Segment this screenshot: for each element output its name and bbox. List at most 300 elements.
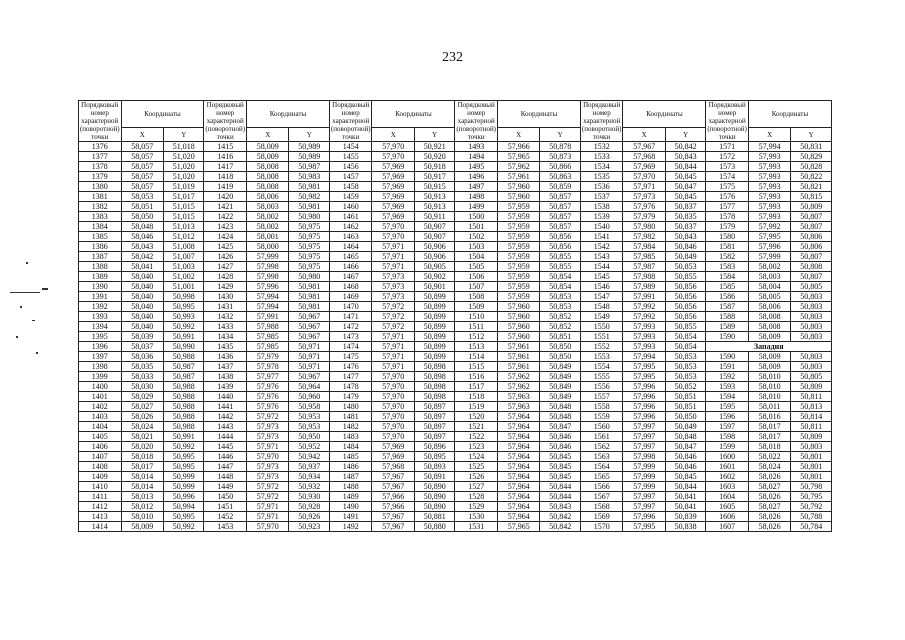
y-coordinate: 50,846 [665,462,705,472]
y-coordinate: 50,795 [791,492,832,502]
point-number: 1544 [580,262,623,272]
table-row [79,282,832,292]
table-row [79,352,832,362]
y-coordinate: 50,857 [540,202,580,212]
point-number: 1577 [706,202,749,212]
table-row [79,462,832,472]
y-coordinate: 50,844 [665,482,705,492]
table-row [79,172,832,182]
y-coordinate: 50,853 [540,292,580,302]
point-number: 1495 [455,162,498,172]
x-coordinate: 58,003 [748,272,791,282]
point-number: 1411 [79,492,122,502]
point-number: 1497 [455,182,498,192]
y-coordinate: 50,987 [164,362,204,372]
y-coordinate: 50,813 [791,402,832,412]
x-coordinate: 57,997 [623,502,666,512]
point-number: 1509 [455,302,498,312]
y-coordinate: 50,980 [289,212,329,222]
point-number: 1508 [455,292,498,302]
point-number: 1506 [455,272,498,282]
point-number: 1516 [455,372,498,382]
y-coordinate: 50,967 [289,312,329,322]
y-coordinate: 50,798 [791,482,832,492]
point-number: 1475 [329,352,372,362]
x-coordinate: 58,003 [246,202,289,212]
x-coordinate: 57,997 [623,422,666,432]
x-coordinate: 58,053 [121,192,164,202]
x-coordinate: 57,979 [623,212,666,222]
point-number: 1591 [706,362,749,372]
x-coordinate: 57,996 [623,412,666,422]
table-row [79,362,832,372]
y-coordinate: 50,855 [665,322,705,332]
point-number: 1598 [706,432,749,442]
y-coordinate: 50,847 [665,442,705,452]
y-coordinate: 50,809 [791,432,832,442]
table-row [79,192,832,202]
point-number: 1590 [706,332,749,342]
x-coordinate: 57,993 [748,162,791,172]
x-coordinate: 58,010 [748,392,791,402]
point-number: 1434 [204,332,247,342]
y-coordinate: 50,854 [665,342,705,352]
y-coordinate: 50,849 [665,252,705,262]
y-coordinate: 50,975 [289,262,329,272]
y-coordinate: 50,899 [414,312,454,322]
x-coordinate: 57,970 [246,522,289,532]
x-coordinate: 57,976 [246,402,289,412]
x-coordinate: 57,968 [623,152,666,162]
y-coordinate: 50,902 [414,272,454,282]
y-coordinate: 50,845 [665,472,705,482]
x-coordinate: 57,988 [623,272,666,282]
y-coordinate: 50,801 [791,452,832,462]
point-number: 1465 [329,252,372,262]
point-number: 1432 [204,312,247,322]
point-number: 1431 [204,302,247,312]
point-number: 1604 [706,492,749,502]
y-coordinate: 50,845 [540,462,580,472]
y-coordinate: 50,803 [791,352,832,362]
x-coordinate: 57,996 [623,382,666,392]
point-number: 1527 [455,482,498,492]
y-coordinate: 50,843 [540,502,580,512]
table-row [79,152,832,162]
y-header: Y [414,128,454,142]
point-number: 1501 [455,222,498,232]
x-coordinate: 57,998 [246,272,289,282]
x-coordinate: 57,976 [246,392,289,402]
x-coordinate: 57,964 [497,492,540,502]
point-number: 1600 [706,452,749,462]
y-coordinate: 50,806 [791,242,832,252]
y-coordinate: 50,848 [540,412,580,422]
y-coordinate: 50,988 [164,412,204,422]
y-coordinate: 50,842 [540,512,580,522]
y-coordinate: 51,001 [164,282,204,292]
point-number: 1382 [79,202,122,212]
x-coordinate: 57,996 [748,242,791,252]
y-coordinate: 50,839 [665,512,705,522]
x-coordinate: 58,040 [121,282,164,292]
x-coordinate: 58,037 [121,342,164,352]
x-coordinate: 57,985 [246,342,289,352]
point-number: 1573 [706,162,749,172]
table-row [79,182,832,192]
x-coordinate: 58,024 [748,462,791,472]
y-coordinate: 50,849 [540,372,580,382]
point-number: 1503 [455,242,498,252]
y-coordinate: 50,942 [289,452,329,462]
point-number: 1424 [204,232,247,242]
y-coordinate: 50,899 [414,322,454,332]
y-coordinate: 50,992 [164,522,204,532]
point-number: 1606 [706,512,749,522]
point-number: 1607 [706,522,749,532]
point-number: 1385 [79,232,122,242]
x-coordinate: 57,999 [623,482,666,492]
x-coordinate: 57,984 [623,242,666,252]
y-coordinate: 50,905 [414,262,454,272]
point-number: 1460 [329,202,372,212]
x-coordinate: 57,996 [623,512,666,522]
point-number: 1452 [204,512,247,522]
point-number: 1545 [580,272,623,282]
x-coordinate: 57,959 [497,232,540,242]
x-coordinate: 58,010 [121,512,164,522]
point-number: 1502 [455,232,498,242]
x-coordinate: 57,960 [497,192,540,202]
x-coordinate: 57,995 [623,522,666,532]
point-number: 1574 [706,172,749,182]
y-coordinate: 50,899 [414,292,454,302]
y-coordinate: 50,837 [665,222,705,232]
y-coordinate: 50,890 [414,492,454,502]
y-coordinate: 51,007 [164,252,204,262]
x-coordinate: 57,971 [372,342,415,352]
x-coordinate: 58,043 [121,242,164,252]
table-row [79,472,832,482]
y-coordinate: 50,863 [540,172,580,182]
point-number: 1458 [329,182,372,192]
point-number: 1484 [329,442,372,452]
y-coordinate: 50,907 [414,232,454,242]
y-coordinate: 50,844 [665,162,705,172]
x-coordinate: 58,017 [121,462,164,472]
point-number: 1414 [79,522,122,532]
x-coordinate: 57,971 [246,442,289,452]
x-coordinate: 57,966 [372,502,415,512]
x-coordinate: 57,994 [246,302,289,312]
y-coordinate: 50,982 [289,192,329,202]
x-coordinate: 57,964 [497,512,540,522]
y-coordinate: 50,896 [414,442,454,452]
x-coordinate: 57,959 [497,202,540,212]
x-coordinate: 57,959 [497,272,540,282]
x-coordinate: 57,976 [623,202,666,212]
point-number: 1466 [329,262,372,272]
point-number: 1399 [79,372,122,382]
y-coordinate: 50,843 [665,152,705,162]
y-coordinate: 50,958 [289,402,329,412]
point-number: 1437 [204,362,247,372]
point-number: 1601 [706,462,749,472]
coordinates-header: Координаты [372,101,455,128]
y-coordinate: 50,971 [289,362,329,372]
point-number: 1376 [79,142,122,152]
point-number: 1386 [79,242,122,252]
y-header: Y [540,128,580,142]
y-coordinate: 50,854 [540,272,580,282]
y-coordinate: 50,926 [289,512,329,522]
point-number: 1572 [706,152,749,162]
y-coordinate: 50,975 [289,242,329,252]
point-number: 1560 [580,422,623,432]
table-row [79,162,832,172]
y-coordinate: 50,981 [289,202,329,212]
y-coordinate: 50,856 [665,292,705,302]
point-number: 1548 [580,302,623,312]
x-coordinate: 57,970 [372,152,415,162]
x-coordinate: 58,035 [121,362,164,372]
y-coordinate: 50,843 [665,232,705,242]
x-coordinate: 57,995 [623,372,666,382]
x-coordinate: 57,966 [497,142,540,152]
x-coordinate: 58,010 [748,382,791,392]
y-coordinate: 51,002 [164,272,204,282]
x-coordinate: 57,959 [497,222,540,232]
y-coordinate: 50,856 [665,312,705,322]
y-coordinate: 50,897 [414,402,454,412]
y-coordinate: 50,998 [164,292,204,302]
x-coordinate: 58,027 [121,402,164,412]
point-number: 1436 [204,352,247,362]
point-number: 1599 [706,442,749,452]
table-row [79,142,832,152]
point-number: 1472 [329,322,372,332]
x-coordinate: 57,988 [246,322,289,332]
point-number: 1426 [204,252,247,262]
x-coordinate: 57,994 [623,352,666,362]
x-coordinate: 58,026 [748,472,791,482]
y-coordinate: 50,855 [540,252,580,262]
point-number: 1525 [455,462,498,472]
point-number: 1585 [706,282,749,292]
point-number: 1494 [455,152,498,162]
y-coordinate: 50,853 [540,302,580,312]
y-coordinate: 50,811 [791,422,832,432]
x-coordinate: 58,008 [748,322,791,332]
y-header: Y [665,128,705,142]
y-coordinate: 50,967 [289,322,329,332]
x-coordinate: 57,968 [372,462,415,472]
x-coordinate: 57,971 [372,242,415,252]
x-coordinate: 58,009 [246,142,289,152]
point-number: 1539 [580,212,623,222]
y-coordinate: 50,967 [289,372,329,382]
point-number: 1410 [79,482,122,492]
point-number: 1522 [455,432,498,442]
coordinates-header: Координаты [623,101,706,128]
x-coordinate: 57,959 [497,282,540,292]
table-row [79,432,832,442]
y-coordinate: 50,995 [164,452,204,462]
x-coordinate: 57,992 [623,312,666,322]
y-coordinate: 51,018 [164,142,204,152]
x-coordinate: 58,009 [748,332,791,342]
point-number: 1473 [329,332,372,342]
point-number: 1478 [329,382,372,392]
y-coordinate: 50,975 [289,232,329,242]
x-coordinate: 58,018 [121,452,164,462]
y-coordinate: 50,989 [289,152,329,162]
x-coordinate: 57,993 [623,332,666,342]
point-number: 1538 [580,202,623,212]
x-coordinate: 57,989 [623,282,666,292]
y-coordinate: 50,851 [665,402,705,412]
y-coordinate: 50,893 [414,462,454,472]
y-coordinate: 50,845 [540,472,580,482]
y-coordinate: 50,855 [665,272,705,282]
x-coordinate: 58,057 [121,172,164,182]
x-coordinate: 57,961 [497,342,540,352]
point-number: 1388 [79,262,122,272]
y-coordinate: 50,898 [414,382,454,392]
y-coordinate: 50,821 [791,182,832,192]
point-number: 1439 [204,382,247,392]
y-coordinate: 50,808 [791,262,832,272]
point-number: 1517 [455,382,498,392]
point-number-header: Порядковый номер характерной (поворотной) точки [330,101,371,141]
point-number: 1406 [79,442,122,452]
x-coordinate: 57,959 [497,262,540,272]
point-number: 1454 [329,142,372,152]
point-number: 1384 [79,222,122,232]
point-number: 1408 [79,462,122,472]
y-coordinate: 50,854 [665,332,705,342]
point-number: 1586 [706,292,749,302]
x-coordinate: 57,996 [623,402,666,412]
point-number: 1433 [204,322,247,332]
point-number: 1536 [580,182,623,192]
point-number: 1582 [706,252,749,262]
point-number: 1493 [455,142,498,152]
x-coordinate: 57,970 [372,422,415,432]
x-coordinate: 57,971 [246,512,289,522]
x-coordinate: 57,969 [372,172,415,182]
y-coordinate: 50,899 [414,302,454,312]
y-coordinate: 50,980 [289,272,329,282]
x-coordinate: 57,959 [497,212,540,222]
x-coordinate: 58,006 [748,302,791,312]
point-number: 1422 [204,212,247,222]
x-coordinate: 57,969 [372,182,415,192]
y-coordinate: 50,967 [289,332,329,342]
x-coordinate: 57,970 [372,382,415,392]
y-coordinate: 50,852 [665,382,705,392]
x-coordinate: 58,057 [121,162,164,172]
point-number: 1553 [580,352,623,362]
x-coordinate: 57,971 [372,252,415,262]
point-number: 1383 [79,212,122,222]
y-coordinate: 50,803 [791,292,832,302]
point-number: 1394 [79,322,122,332]
x-coordinate: 57,999 [246,252,289,262]
x-coordinate: 57,997 [623,492,666,502]
point-number: 1469 [329,292,372,302]
point-number: 1567 [580,492,623,502]
x-coordinate: 58,010 [748,372,791,382]
y-coordinate: 50,923 [289,522,329,532]
point-number: 1429 [204,282,247,292]
point-number: 1446 [204,452,247,462]
x-header: X [497,128,540,142]
point-number: 1565 [580,472,623,482]
y-coordinate: 50,859 [540,182,580,192]
y-coordinate: 50,809 [791,382,832,392]
x-coordinate: 57,996 [623,392,666,402]
y-coordinate: 50,880 [414,522,454,532]
y-coordinate: 50,856 [540,242,580,252]
y-header: Y [791,128,832,142]
point-number: 1550 [580,322,623,332]
point-number: 1400 [79,382,122,392]
x-coordinate: 57,970 [246,452,289,462]
y-coordinate: 50,878 [540,142,580,152]
y-coordinate: 50,937 [289,462,329,472]
point-number: 1491 [329,512,372,522]
x-coordinate: 57,962 [497,372,540,382]
x-coordinate: 57,964 [497,462,540,472]
x-coordinate: 57,964 [497,412,540,422]
point-number: 1479 [329,392,372,402]
y-coordinate: 50,837 [665,202,705,212]
point-number: 1569 [580,512,623,522]
table-row [79,502,832,512]
y-coordinate: 50,992 [164,322,204,332]
y-coordinate: 50,952 [289,442,329,452]
x-coordinate: 58,030 [121,382,164,392]
point-number: 1395 [79,332,122,342]
point-number: 1488 [329,482,372,492]
y-coordinate: 51,020 [164,162,204,172]
point-number: 1457 [329,172,372,182]
x-coordinate: 57,993 [748,202,791,212]
x-coordinate: 57,969 [372,192,415,202]
x-coordinate: 57,969 [372,202,415,212]
table-row [79,372,832,382]
y-coordinate: 50,898 [414,392,454,402]
y-coordinate: 50,981 [289,292,329,302]
y-coordinate: 50,805 [791,372,832,382]
point-number: 1438 [204,372,247,382]
y-coordinate: 50,897 [414,422,454,432]
point-number: 1496 [455,172,498,182]
table-row [79,262,832,272]
x-coordinate: 58,012 [121,502,164,512]
x-coordinate: 58,051 [121,202,164,212]
x-coordinate: 58,048 [121,222,164,232]
x-coordinate: 57,970 [372,222,415,232]
table-row [79,442,832,452]
point-number: 1417 [204,162,247,172]
y-coordinate: 50,906 [414,242,454,252]
point-number: 1461 [329,212,372,222]
point-number: 1463 [329,232,372,242]
x-coordinate: 58,040 [121,322,164,332]
y-coordinate: 50,803 [791,302,832,312]
